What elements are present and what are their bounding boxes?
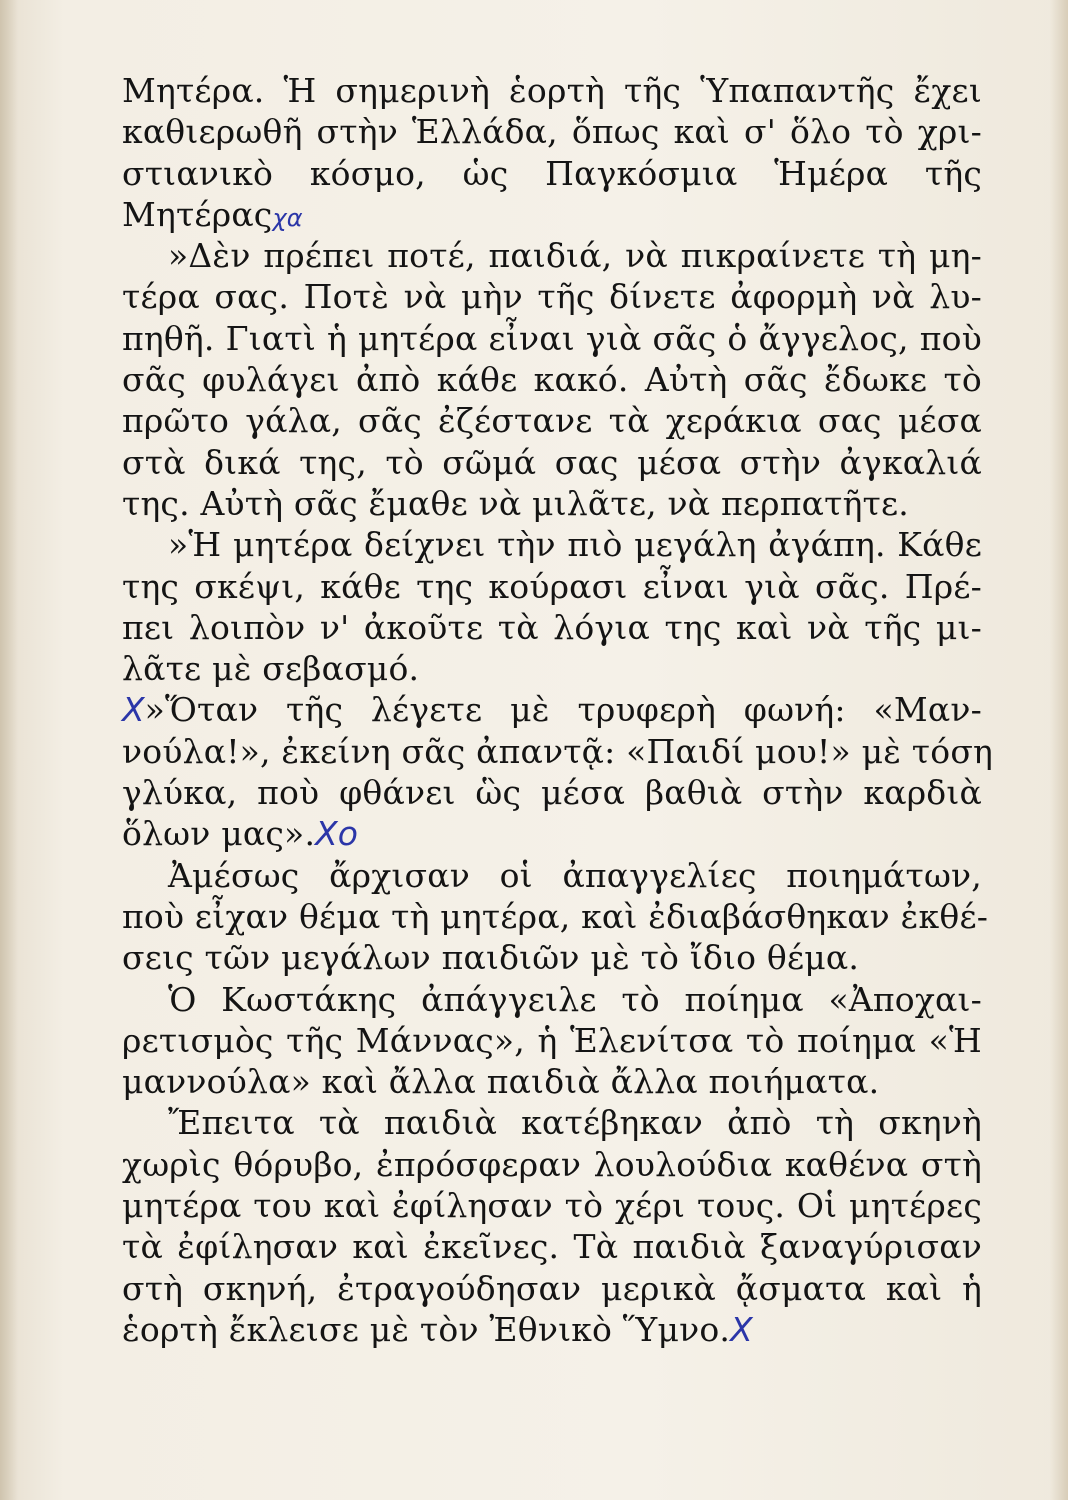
text-line: »Δὲν πρέπει ποτέ, παιδιά, νὰ πικραίνετε τὴ μη-	[168, 236, 982, 276]
text-line: καθιερωθῆ στὴν Ἑλλάδα, ὅπως καὶ σ' ὅλο τὸ χρι-	[122, 112, 982, 152]
text-line: νούλα!», ἐκείνη σᾶς ἀπαντᾷ: «Παιδί μου!» μὲ τόση	[122, 731, 994, 771]
text-line: πηθῆ. Γιατὶ ἡ μητέρα εἶναι γιὰ σᾶς ὁ ἄγγελος, ποὺ	[122, 318, 982, 358]
page-right-edge-shadow	[1050, 0, 1068, 1500]
text-line-with-mark	[122, 1309, 982, 1350]
text-line: γλύκα, ποὺ φθάνει ὣς μέσα βαθιὰ στὴν καρδιὰ	[122, 773, 982, 813]
text-line: τέρα σας. Ποτὲ νὰ μὴν τῆς δίνετε ἀφορμὴ νὰ λυ-	[122, 277, 982, 317]
text-line: πει λοιπὸν ν' ἀκοῦτε τὰ λόγια της καὶ νὰ τῆς μι-	[122, 607, 982, 647]
text-line: στὴ σκηνή, ἐτραγούδησαν μερικὰ ᾄσματα καὶ ἡ	[122, 1268, 982, 1308]
page-left-edge-shadow	[0, 0, 18, 1500]
text-line: σᾶς φυλάγει ἀπὸ κάθε κακό. Αὐτὴ σᾶς ἔδωκε τὸ	[122, 360, 982, 400]
text-line: πρῶτο γάλα, σᾶς ἐζέστανε τὰ χεράκια σας μέσα	[122, 401, 982, 441]
handwritten-mark: Xo	[315, 814, 358, 854]
text-line-with-mark	[122, 813, 982, 854]
text-line: στιανικὸ κόσμο, ὡς Παγκόσμια Ἡμέρα τῆς	[122, 153, 982, 193]
text-line: της σκέψι, κάθε της κούρασι εἶναι γιὰ σᾶς. Πρέ-	[122, 566, 982, 606]
body-text	[122, 70, 994, 1350]
text-line: Μητέρα. Ἡ σημερινὴ ἑορτὴ τῆς Ὑπαπαντῆς ἔχει	[122, 71, 982, 110]
text-line: χωρὶς θόρυβο, ἐπρόσφεραν λουλούδια καθένα στὴ	[122, 1144, 982, 1184]
handwritten-mark: χα	[272, 203, 303, 232]
text-line: Ἀμέσως ἄρχισαν οἱ ἀπαγγελίες ποιημάτων,	[168, 855, 982, 895]
text-line: στὰ δικά της, τὸ σῶμά σας μέσα στὴν ἀγκαλιά	[122, 442, 982, 482]
text-line-with-mark	[122, 689, 982, 730]
text-line: »Ὅταν τῆς λέγετε μὲ τρυφερὴ φωνή: «Μαν-	[144, 690, 982, 730]
text-line: »Ἡ μητέρα δείχνει τὴν πιὸ μεγάλη ἀγάπη. Κάθε	[168, 525, 982, 565]
text-line: ποὺ εἶχαν θέμα τὴ μητέρα, καὶ ἐδιαβάσθηκαν ἐκθέ-	[122, 896, 989, 936]
text-line: λᾶτε μὲ σεβασμό.	[122, 649, 420, 689]
text-line: μαννούλα» καὶ ἄλλα παιδιὰ ἄλλα ποιήματα.	[122, 1062, 880, 1102]
text-line: ρετισμὸς τῆς Μάννας», ἡ Ἑλενίτσα τὸ ποίημα «Ἡ	[122, 1020, 982, 1060]
text-line: σεις τῶν μεγάλων παιδιῶν μὲ τὸ ἴδιο θέμα.	[122, 938, 860, 978]
handwritten-mark: X	[730, 1309, 753, 1349]
text-line: Ὁ Κωστάκης ἀπάγγειλε τὸ ποίημα «Ἀποχαι-	[168, 979, 982, 1019]
text-line: Ἔπειτα τὰ παιδιὰ κατέβηκαν ἀπὸ τὴ σκηνὴ	[168, 1103, 982, 1143]
text-line: τὰ ἐφίλησαν καὶ ἐκεῖνες. Τὰ παιδιὰ ξαναγύρισαν	[122, 1227, 982, 1267]
text-line: μητέρα του καὶ ἐφίλησαν τὸ χέρι τους. Οἱ μητέρες	[122, 1186, 982, 1226]
text-line: ὅλων μας».	[122, 814, 316, 854]
text-line: της. Αὐτὴ σᾶς ἔμαθε νὰ μιλᾶτε, νὰ περπατῆτε.	[122, 483, 909, 523]
text-line-with-mark	[122, 194, 982, 235]
handwritten-mark: X	[122, 690, 145, 730]
text-line: ἑορτὴ ἔκλεισε μὲ τὸν Ἐθνικὸ Ὕμνο.	[122, 1309, 731, 1349]
text-line: Μητέρας	[122, 194, 273, 234]
